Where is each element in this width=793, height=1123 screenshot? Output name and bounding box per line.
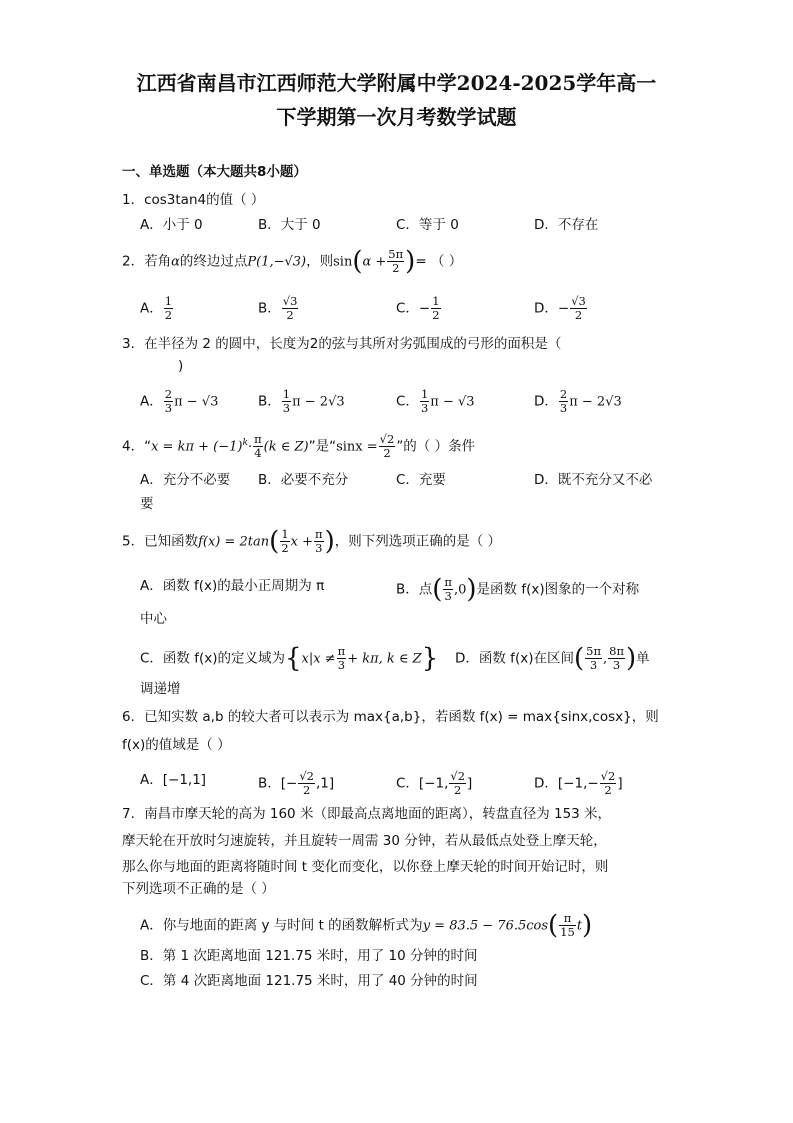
q2-mid2: ，则	[306, 253, 334, 270]
q6-option-c: C．[−1, $\frac{√2}{2}$ ]	[396, 769, 473, 797]
q4-stem: 4．“$x = k\pi + (-1)^k\cdot$ $\frac{\pi}{4}$ (k ∈ Z)”是“sinx = $\frac{√2}{2}$ ”的（ ）条件	[122, 432, 476, 460]
q1-option-b: B．大于 0	[258, 217, 321, 233]
q2-option-b: B． $\frac{√3}{2}$	[258, 294, 298, 322]
q5-option-d-cont: 调递增	[140, 681, 181, 697]
title-line-2: 下学期第一次月考数学试题	[276, 105, 517, 129]
q7-option-a: A．你与地面的距离 y 与时间 t 的函数解析式为y = 83.5 − 76.5cos( $\frac{\pi}{15}$ t)	[140, 910, 593, 941]
q2-post: = （ ）	[415, 253, 463, 270]
q3-option-b: B． $\frac{1}{3}$ π − 2√3	[258, 387, 345, 415]
q7-line-2: 摩天轮在开放时匀速旋转，并且旋转一周需 30 分钟，若从最低点处登上摩天轮，	[122, 833, 607, 849]
q2-mid: 的终边过点	[179, 253, 248, 270]
q2-sin: sin	[333, 254, 353, 270]
q5-option-c: C．函数 f(x)的定义域为{x|x ≠ $\frac{\pi}{3}$ + kπ, k ∈ Z}	[140, 643, 439, 674]
q4-option-d: D．既不充分又不必	[534, 472, 653, 488]
q6-stem-cont: f(x)的值域是（ ）	[122, 737, 231, 753]
q1-option-c: C．等于 0	[396, 217, 459, 233]
q1-stem: 1．cos3tan4的值（ ）	[122, 192, 265, 208]
q7-line-4: 下列选项不正确的是（ ）	[122, 881, 275, 897]
q3-option-a: A． $\frac{2}{3}$ π − √3	[140, 387, 219, 415]
q1-option-a: A．小于 0	[140, 217, 203, 233]
q4-option-d-cont: 要	[140, 496, 154, 512]
q3-option-d: D． $\frac{2}{3}$ π − 2√3	[534, 387, 622, 415]
q3-stem: 3．在半径为 2 的圆中，长度为2的弦与其所对劣弧围成的弓形的面积是（	[122, 336, 562, 352]
q4-option-c: C．充要	[396, 472, 446, 488]
q7-option-c: C．第 4 次距离地面 121.75 米时，用了 40 分钟的时间	[140, 973, 478, 989]
q7-option-b: B．第 1 次距离地面 121.75 米时，用了 10 分钟的时间	[140, 948, 478, 964]
q1-option-d: D．不存在	[534, 217, 599, 233]
q6-option-a: A．[−1,1]	[140, 772, 207, 788]
q5-stem: 5．已知函数f(x) = 2tan( $\frac{1}{2}$ x + $\frac{\pi}{3}$ )，则下列选项正确的是（ ）	[122, 526, 502, 557]
q2-stem: 2．若角α的终边过点P(1,−√3)，则sin(α + $\frac{5\pi}{2}$ )= （ ）	[122, 246, 463, 277]
q4-option-b: B．必要不充分	[258, 472, 349, 488]
q5-option-b-cont: 中心	[140, 611, 167, 627]
q2-alpha: α	[171, 254, 180, 270]
q5-option-d: D．函数 f(x)在区间( $\frac{5\pi}{3}$ , $\frac{8\pi}{3}$ )单	[455, 643, 650, 674]
q5-option-a: A．函数 f(x)的最小正周期为 π	[140, 578, 325, 594]
q2-option-d: D．− $\frac{√3}{2}$	[534, 294, 586, 322]
q7-line-3: 那么你与地面的距离将随时间 t 变化而变化，以你登上摩天轮的时间开始记时，则	[122, 859, 609, 875]
title-line-1: 江西省南昌市江西师范大学附属中学2024-2025学年高一	[136, 71, 657, 95]
q6-stem: 6．已知实数 a,b 的较大者可以表示为 max{a,b}，若函数 f(x) = max{sinx,cosx}，则	[122, 709, 659, 725]
q2-point: P(1,−√3)	[247, 254, 307, 270]
q3-option-c: C． $\frac{1}{3}$ π − √3	[396, 387, 475, 415]
q6-option-b: B．[− $\frac{√2}{2}$ ,1]	[258, 769, 335, 797]
q4-option-a: A．充分不必要	[140, 472, 231, 488]
q2-option-a: A． $\frac{1}{2}$	[140, 294, 173, 322]
q7-line-1: 7．南昌市摩天轮的高为 160 米（即最高点离地面的距离），转盘直径为 153 米，	[122, 806, 612, 822]
q2-inner: α +	[362, 254, 387, 270]
page-title	[0, 66, 793, 134]
q5-option-b: B．点( $\frac{\pi}{3}$ ,0)是函数 f(x)图象的一个对称	[396, 574, 640, 605]
section-heading: 一、单选题（本大题共8小题）	[122, 164, 307, 180]
q3-stem-cont: )	[178, 358, 184, 374]
q2-pre: 2．若角	[122, 253, 172, 270]
q2-fraction: $\frac{5\pi}{2}$	[388, 247, 404, 275]
q2-option-c: C．− $\frac{1}{2}$	[396, 294, 440, 322]
q6-option-d: D．[−1,− $\frac{√2}{2}$ ]	[534, 769, 623, 797]
